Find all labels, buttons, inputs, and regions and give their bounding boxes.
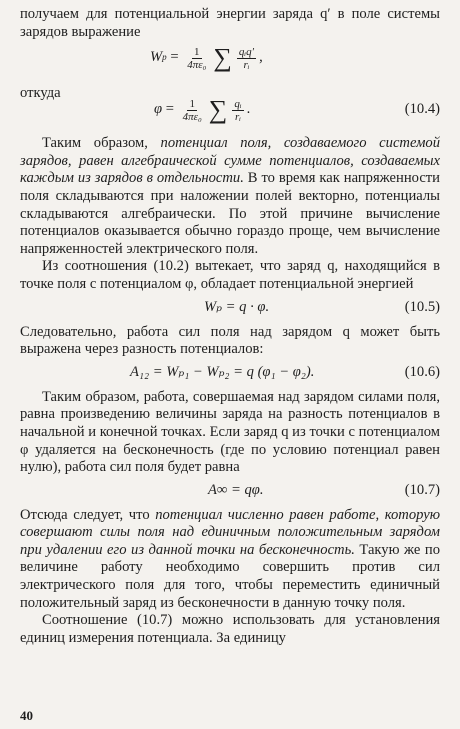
equation-energy-body bbox=[150, 45, 263, 71]
paragraph-1: получаем для потенциальной энергии заряда q′ в поле системы зарядов выражение bbox=[20, 6, 440, 40]
p2-rest: В то время как напряженности поля складываются при наложении полей векторно, потенциалы складываются алгебраически. По этой причине вычисление потенциалов оказывается обычно гораздо проще, чем вычисление напряженностей электрического поля. bbox=[20, 170, 440, 257]
eq3-number: (10.5) bbox=[404, 298, 440, 315]
eq1-coef-den: 4πε₀ bbox=[187, 58, 207, 71]
eq2-sum-sign: ∑ bbox=[208, 95, 228, 125]
page-number: 40 bbox=[20, 708, 33, 723]
eq2-coef-num: 1 bbox=[189, 97, 195, 110]
equation-potential bbox=[20, 85, 440, 129]
paragraph-5: Таким образом, работа, совершаемая над зарядом силами поля, равна произведению величины заряда на разность потенциалов в начальной и конечной точках. Если заряд q из точки с потенциалом φ удаляется на бесконечность (где по условию потенциал равен нулю), работа сил поля будет равна bbox=[20, 388, 440, 476]
p2-lead: Таким образом, bbox=[42, 135, 161, 152]
eq1-eqsign: = bbox=[166, 49, 183, 66]
equation-10-5 bbox=[20, 294, 440, 324]
eq1-lhs-sub: p bbox=[162, 52, 167, 63]
equation-potential-body bbox=[154, 97, 250, 123]
eq1-coef-num: 1 bbox=[194, 45, 200, 58]
paragraph-6 bbox=[20, 507, 440, 613]
p6-lead: Отсюда следует, что bbox=[20, 506, 156, 523]
equation-10-6 bbox=[20, 359, 440, 389]
paragraph-3: Из соотношения (10.2) вытекает, что заряд q, находящийся в точке поля с потенциалом φ, обладает потенциальной энергией bbox=[20, 258, 440, 292]
p2-italic: потенциал поля, создаваемого системой зарядов, равен алгебраической сумме потенциалов, создаваемых каждым из зарядов в отдельности. bbox=[20, 135, 440, 187]
page-body bbox=[20, 6, 440, 647]
equation-10-7 bbox=[20, 477, 440, 507]
eq1-lhs: W bbox=[150, 49, 163, 66]
eq4-number: (10.6) bbox=[404, 363, 440, 380]
eq1-coef bbox=[185, 46, 208, 71]
eq2-eqsign: = bbox=[162, 101, 178, 118]
eq2-coef-den: 4πε₀ bbox=[182, 110, 202, 123]
eq2-frac bbox=[232, 98, 243, 123]
eq3-text: Wₚ = q · φ. bbox=[204, 298, 270, 315]
paragraph-7: Соотношение (10.7) можно использовать для установления единиц измерения потенциала. За единицу bbox=[20, 612, 440, 646]
eq5-number: (10.7) bbox=[404, 481, 440, 498]
eq1-frac bbox=[237, 46, 256, 71]
paragraph-2 bbox=[20, 135, 440, 258]
eq1-frac-num: qᵢq′ bbox=[238, 45, 255, 58]
paragraph-4: Следовательно, работа сил поля над зарядом q может быть выражена через разность потенциалов: bbox=[20, 323, 440, 358]
word-otkuda: откуда bbox=[20, 85, 61, 102]
eq1-frac-den: rᵢ bbox=[243, 58, 250, 71]
equation-energy bbox=[20, 41, 440, 85]
eq2-tail: . bbox=[246, 101, 251, 118]
eq1-tail: , bbox=[259, 49, 263, 66]
eq4-text: A₁₂ = Wₚ₁ − Wₚ₂ = q (φ₁ − φ₂). bbox=[130, 363, 315, 380]
eq2-number: (10.4) bbox=[404, 101, 440, 118]
eq2-frac-den: rᵢ bbox=[234, 110, 241, 123]
p6-italic: потенциал численно равен работе, которую совершают силы поля над единичным положительным зарядом при удалении его из данной точки на бесконечность. bbox=[20, 506, 440, 558]
eq5-text: A∞ = qφ. bbox=[208, 481, 264, 498]
p6-rest: Такую же по величине работу необходимо совершить против сил электрического поля для того, чтобы переместить единичный положительный заряд из бесконечности в данную точку поля. bbox=[20, 541, 440, 611]
eq2-frac-num: qᵢ bbox=[234, 97, 242, 110]
eq1-sum-sign: ∑ bbox=[213, 43, 232, 73]
eq2-coef bbox=[181, 98, 204, 123]
eq2-lhs: φ bbox=[154, 101, 163, 118]
